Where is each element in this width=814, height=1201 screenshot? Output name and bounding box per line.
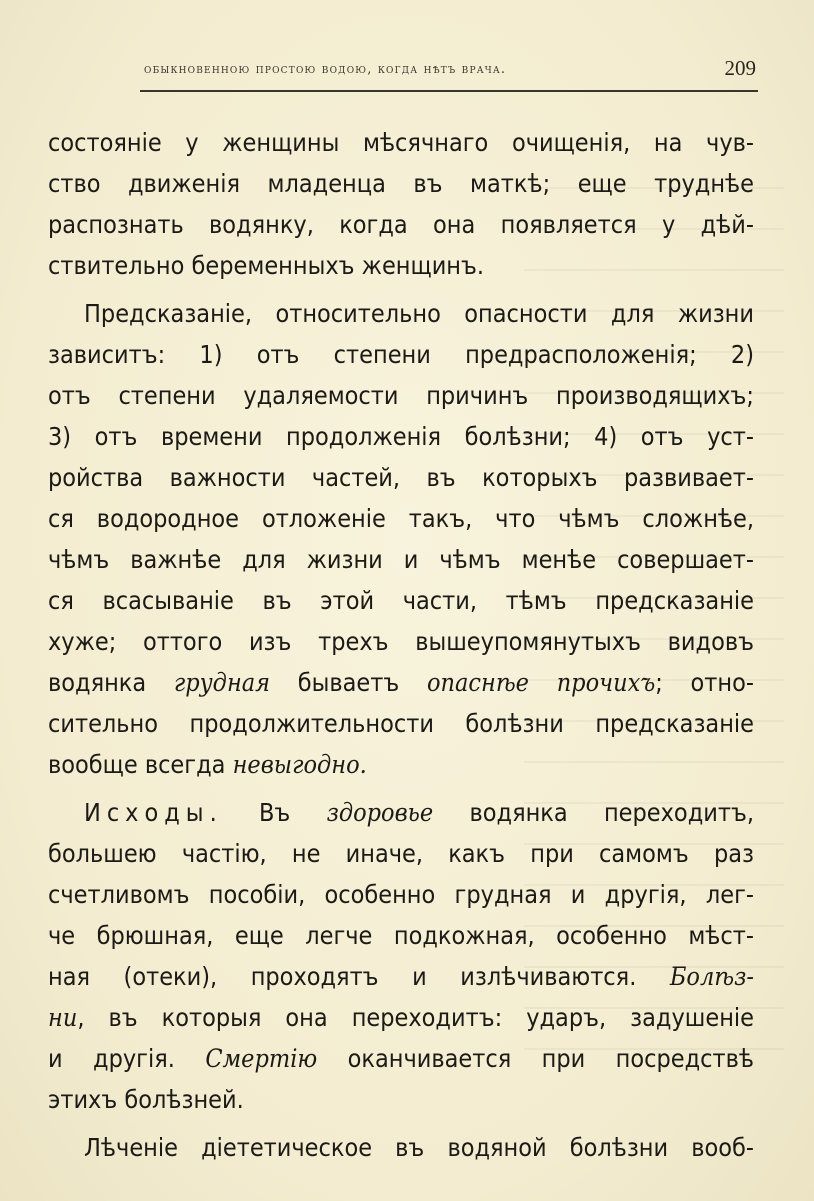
body-text xyxy=(48,122,754,1168)
text-line: зависитъ: 1) отъ степени предрасположенiя; 2) xyxy=(48,340,754,369)
running-title: обыкновенною простою водою, когда нѣтъ врача. xyxy=(144,62,507,77)
text-run: вообще всегда xyxy=(48,750,233,779)
text-line: ствительно беременныхъ женщинъ. xyxy=(48,251,485,280)
text-line: Предсказанiе, относительно опасности для жизни xyxy=(84,299,754,328)
text-line xyxy=(48,662,754,703)
text-run: бываетъ xyxy=(270,668,427,697)
italic-term: опаснѣе прочихъ xyxy=(426,668,656,697)
paragraph-gap xyxy=(48,286,754,293)
text-run: и другiя. xyxy=(48,1044,206,1073)
italic-term: Болѣз- xyxy=(669,962,754,991)
text-line: хуже; оттого изъ трехъ вышеупомянутыхъ видовъ xyxy=(48,627,754,656)
text-run: водянка xyxy=(48,668,174,697)
text-line: сительно продолжительности болѣзни предсказанiе xyxy=(48,709,754,738)
text-line: 3) отъ времени продолженiя болѣзни; 4) отъ уст- xyxy=(48,422,754,451)
paragraph xyxy=(48,293,754,785)
text-run: , въ которыя она переходитъ: ударъ, задушенiе xyxy=(77,1003,754,1032)
page-number: 209 xyxy=(724,56,756,80)
paragraph xyxy=(48,1127,754,1168)
text-run: водянка переходитъ, xyxy=(433,798,754,827)
italic-term: грудная xyxy=(173,668,271,697)
text-run: оканчивается при посредствѣ xyxy=(317,1044,754,1073)
text-line: че брюшная, еще легче подкожная, особенно мѣст- xyxy=(48,921,754,950)
italic-term: здоровье xyxy=(326,798,434,827)
text-run: ; отно- xyxy=(655,668,754,697)
italic-term: невыгодно. xyxy=(232,750,367,779)
running-header xyxy=(140,56,762,84)
text-line: счетливомъ пособiи, особенно грудная и другiя, лег- xyxy=(48,880,754,909)
text-line: распознать водянку, когда она появляется у дѣй- xyxy=(48,210,754,239)
text-line: ся водородное отложенiе такъ, что чѣмъ сложнѣе, xyxy=(48,504,754,533)
text-run: Въ xyxy=(222,798,327,827)
text-line: отъ степени удаляемости причинъ производящихъ; xyxy=(48,381,754,410)
text-line xyxy=(48,792,754,833)
text-line: этихъ болѣзней. xyxy=(48,1085,244,1114)
italic-term: ни xyxy=(48,1003,78,1032)
text-line xyxy=(48,1038,754,1079)
text-line: чѣмъ важнѣе для жизни и чѣмъ менѣе совершает- xyxy=(48,545,754,574)
paragraph-gap xyxy=(48,785,754,792)
text-line xyxy=(48,744,754,785)
paragraph xyxy=(48,792,754,1120)
text-run: ная (отеки), проходятъ и излѣчиваются. xyxy=(48,962,670,991)
text-line: ся всасыванiе въ этой части, тѣмъ предсказанiе xyxy=(48,586,754,615)
section-lead: Исходы. xyxy=(84,798,223,827)
text-line xyxy=(48,956,754,997)
text-line: Лѣченiе дiететическое въ водяной болѣзни вооб- xyxy=(84,1133,754,1162)
text-line xyxy=(48,997,754,1038)
text-line: состоянiе у женщины мѣсячнаго очищенiя, на чув- xyxy=(48,128,754,157)
italic-term: Смертiю xyxy=(205,1044,318,1073)
header-rule xyxy=(140,90,758,92)
text-line: ройства важности частей, въ которыхъ развивает- xyxy=(48,463,754,492)
text-line: ство движенiя младенца въ маткѣ; еще труднѣе xyxy=(48,169,754,198)
paragraph-gap xyxy=(48,1120,754,1127)
paragraph xyxy=(48,122,754,286)
text-line: большею частiю, не иначе, какъ при самомъ раз xyxy=(48,839,754,868)
